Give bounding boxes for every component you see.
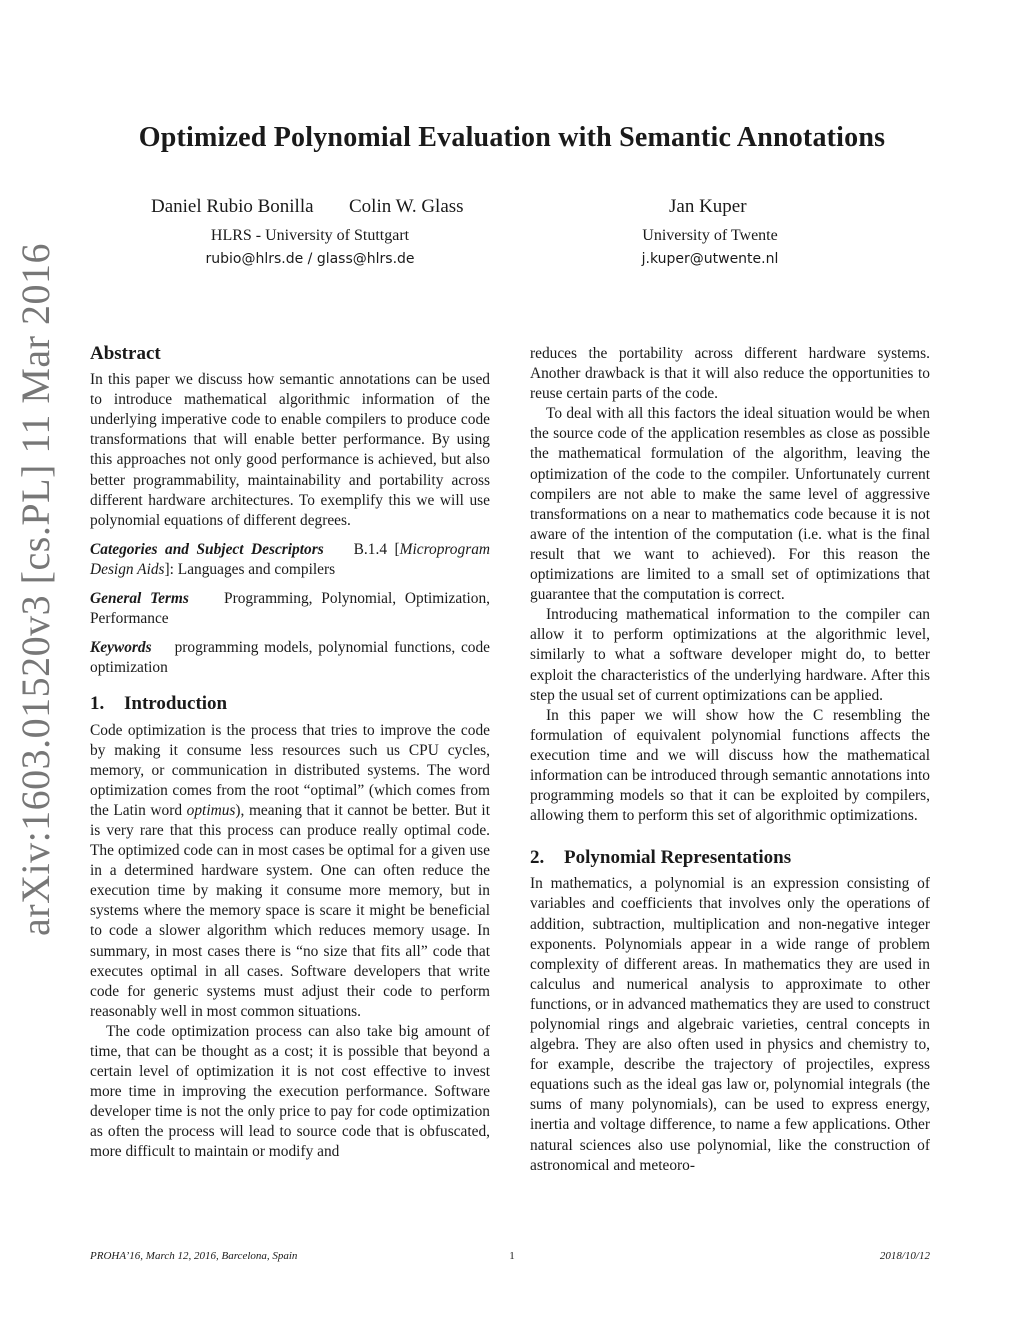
footer-date: 2018/10/12 <box>879 1250 930 1262</box>
general-terms: Programming, Polynomial, Optimization, Performance <box>90 590 490 628</box>
paragraph-text: ), meaning that it cannot be better. But it is very rare that this process can produce really optimal code. The optimized code can in most cases be optimal for a given use in a determined hardware system. One can often reduce the execution time by making it consume more memory, but in systems where the memory space is scare it might be beneficial to code a slower algorithm which reduces memory usage. In summary, in most cases there is “no size that fits all” code that executes optimal in all cases. Software developers that write code for generic systems must adjust their code to perform reasonably well in most common situations. <box>90 801 490 1020</box>
paragraph-emphasis: optimus <box>186 801 236 819</box>
keywords-label: Keywords <box>90 639 152 657</box>
paragraph: reduces the portability across different hardware systems. Another drawback is that it will also reduce the opportunities to reuse certain parts of the code. <box>530 345 930 403</box>
categories-line <box>90 540 490 580</box>
section-title: Introduction <box>124 693 228 715</box>
section-heading <box>530 848 930 868</box>
paragraph: The code optimization process can also take big amount of time, that can be thought as a cost; it is possible that beyond a certain level of optimization it is not cost effective to invest more time in improving the execution performance. Software developer time is not the only price to pay for code optimization as often the process will lead to source code that is obfuscated, more difficult to maintain or modify and <box>90 1022 490 1161</box>
abstract-heading: Abstract <box>90 343 161 364</box>
page-number: 1 <box>509 1250 515 1262</box>
affiliation: University of Twente <box>642 227 778 244</box>
arxiv-identifier: arXiv:1603.01520v3 [cs.PL] 11 Mar 2016 <box>13 243 58 936</box>
categories-code: B.1.4 [ <box>353 540 400 558</box>
author-email: j.kuper@utwente.nl <box>641 251 779 267</box>
paragraph <box>90 721 490 1022</box>
categories-label: Categories and Subject Descriptors <box>90 540 324 558</box>
section-heading <box>90 694 490 714</box>
right-column <box>530 344 930 1176</box>
section-number: 2. <box>530 847 545 869</box>
abstract-text: In this paper we discuss how semantic annotations can be used to introduce mathematical algorithmic information of the underlying imperative code to enable compilers to produce code transformations that will enable better performance. By using this approaches not only good performance is achieved, but also better programmability, maintainability and portability across different hardware architectures. To exemplify this we will use polynomial equations of different degrees. <box>90 371 490 529</box>
general-terms-label: General Terms <box>90 590 189 608</box>
keywords-line <box>90 638 490 678</box>
paper-title: Optimized Polynomial Evaluation with Semantic Annotations <box>138 122 886 153</box>
author-email: rubio@hlrs.de / glass@hlrs.de <box>205 251 415 267</box>
affiliation: HLRS - University of Stuttgart <box>210 227 410 244</box>
categories-italic: Microprogram Design Aids <box>90 540 491 578</box>
categories-rest: ]: Languages and compilers <box>164 560 336 578</box>
section-number: 1. <box>90 693 105 715</box>
author-name: Daniel Rubio Bonilla <box>151 196 314 217</box>
general-terms-line <box>90 589 490 629</box>
section-title: Polynomial Representations <box>564 847 792 869</box>
paragraph: In mathematics, a polynomial is an expression consisting of variables and coefficients that involves only the operations of addition, subtraction, multiplication and non-negative integer exponents. Polynomials appear in a wide range of problem complexity of different areas. In mathematics they are used in calculus and numerical analysis to approximate to other functions, or in advanced mathematics they are used to construct polynomial rings and algebraic varieties, central concepts in algebra. They are also often used in physics and chemistry to, for example, describe the trajectory of projectiles, express equations such as the ideal gas law or, polynomial integrals (the sums of many polynomials), can be used to express energy, inertia and voltage difference, to name a few applications. Other natural sciences also use polynomial, like the construction of astronomical and meteoro- <box>530 875 930 1174</box>
keywords: programming models, polynomial functions, code optimization <box>90 639 491 677</box>
left-column <box>90 344 490 1163</box>
paragraph: Introducing mathematical information to the compiler can allow it to perform optimizations at the algorithmic level, similarly to what a software developer might do, to better exploit the characteristics of the underlying hardware. After this step the usual set of current optimizations can be applied. <box>530 606 930 704</box>
footer-venue: PROHA’16, March 12, 2016, Barcelona, Spain <box>90 1250 298 1262</box>
paragraph: To deal with all this factors the ideal situation would be when the source code of the application resembles as close as possible the mathematical formulation of the algorithm, leaving the optimization of the code to the compiler. Unfortunately current compilers are not able to make the same level of aggressive transformations on a near to mathematics code because it is not aware of the intention of the computation (i.e. what is the final result that we want to achieved). For this reason the optimizations are limited to a small set of optimizations that guarantee that the computation is correct. <box>530 405 930 604</box>
author-name: Colin W. Glass <box>349 196 464 217</box>
paragraph-text: Code optimization is the process that tries to improve the code by making it consume less resources such us CPU cycles, memory, or communication in distributed systems. The word optimization comes from the root “optimal” (which comes from the Latin word <box>90 721 490 819</box>
author-name: Jan Kuper <box>669 196 747 217</box>
paragraph: In this paper we will show how the C resembling the formulation of equivalent polynomial functions affects the execution time and we will discuss how the mathematical information can be introduced through semantic annotations into programming models so that it can be exploited by compilers, allowing them to perform this set of algorithmic optimizations. <box>530 706 930 825</box>
